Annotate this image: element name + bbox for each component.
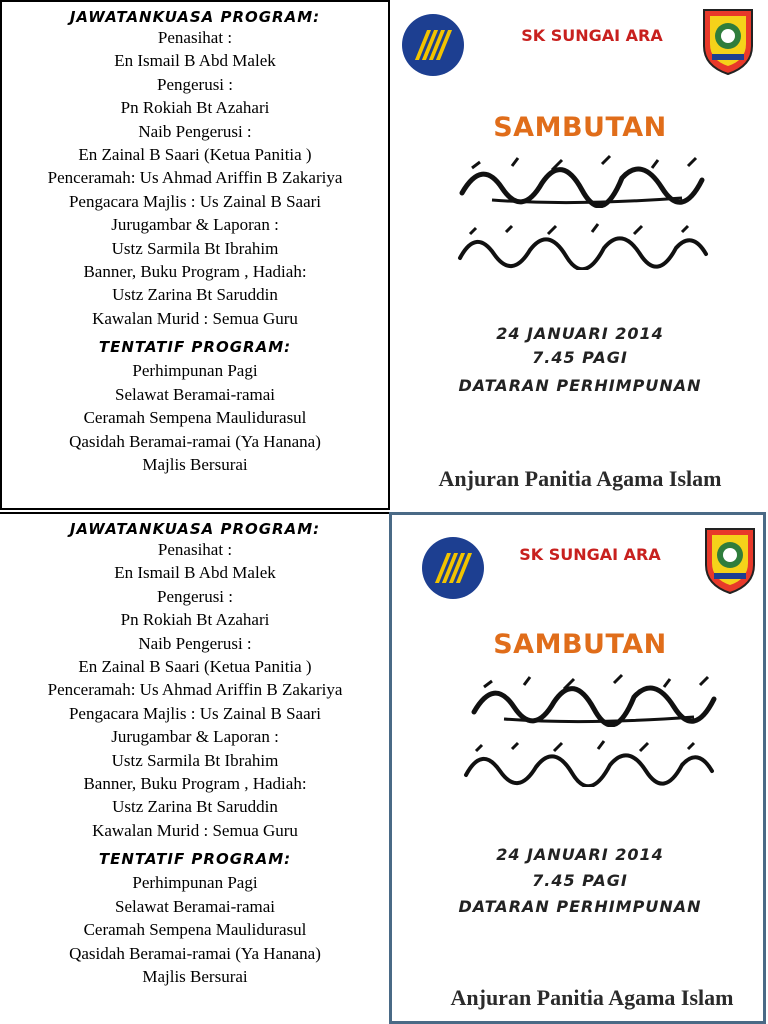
organiser-line: Anjuran Panitia Agama Islam [450, 985, 734, 1010]
committee-line: Banner, Buku Program , Hadiah: [83, 774, 307, 794]
school-name: SK SUNGAI ARA [521, 26, 663, 45]
committee-line: Ustz Zarina Bt Saruddin [112, 797, 278, 817]
committee-line: Penceramah: Us Ahmad Ariffin B Zakariya [47, 168, 343, 188]
tentative-line: Majlis Bersurai [142, 966, 248, 986]
committee-line: Ustz Sarmila Bt Ibrahim [111, 238, 279, 258]
committee-line: Ustz Zarina Bt Saruddin [112, 285, 278, 305]
committee-line: Pengerusi : [156, 74, 234, 94]
arabic-calligraphy-icon [464, 667, 724, 727]
tentative-heading: TENTATIF PROGRAM: [98, 338, 292, 357]
committee-line: Banner, Buku Program , Hadiah: [83, 262, 307, 282]
committee-line: Penasihat : [157, 540, 233, 559]
tentative-line: Majlis Bersurai [142, 454, 248, 474]
tentative-line: Ceramah Sempena Maulidurasul [83, 920, 307, 940]
committee-line: En Zainal B Saari (Ketua Panitia ) [78, 145, 312, 165]
committee-line: Pn Rokiah Bt Azahari [120, 98, 270, 118]
ministry-logo-icon [422, 537, 484, 599]
committee-line: En Zainal B Saari (Ketua Panitia ) [78, 657, 312, 677]
arabic-calligraphy-icon [458, 737, 718, 787]
committee-panel [0, 0, 390, 510]
tentative-heading: TENTATIF PROGRAM: [98, 850, 292, 869]
tentative-line: Ceramah Sempena Maulidurasul [83, 408, 307, 428]
event-time: 7.45 PAGI [532, 871, 628, 890]
poster-title: SAMBUTAN [493, 112, 667, 143]
event-date: 24 JANUARI 2014 [496, 324, 664, 343]
tentative-line: Perhimpunan Pagi [132, 873, 258, 893]
poster-title: SAMBUTAN [493, 629, 667, 660]
school-name: SK SUNGAI ARA [519, 545, 661, 564]
tentative-line: Perhimpunan Pagi [132, 361, 258, 381]
poster-panel [389, 512, 766, 1024]
program-card-top [0, 0, 768, 510]
program-card-bottom [0, 512, 768, 1024]
committee-line: Jurugambar & Laporan : [111, 215, 279, 235]
tentative-line: Selawat Beramai-ramai [114, 384, 275, 404]
event-venue: DATARAN PERHIMPUNAN [458, 376, 702, 395]
committee-heading: JAWATANKUASA PROGRAM: [69, 8, 321, 26]
committee-line: Naib Pengerusi : [138, 633, 252, 653]
committee-line: En Ismail B Abd Malek [114, 563, 276, 583]
committee-line: Kawalan Murid : Semua Guru [92, 308, 298, 328]
committee-line: Pengerusi : [156, 586, 234, 606]
event-venue: DATARAN PERHIMPUNAN [458, 897, 702, 916]
event-time: 7.45 PAGI [532, 348, 628, 367]
event-date: 24 JANUARI 2014 [496, 845, 664, 864]
committee-line: Jurugambar & Laporan : [111, 727, 279, 747]
committee-line: Ustz Sarmila Bt Ibrahim [111, 750, 279, 770]
committee-line: Pn Rokiah Bt Azahari [120, 610, 270, 630]
committee-line: Pengacara Majlis : Us Zainal B Saari [68, 703, 322, 723]
committee-panel [0, 512, 390, 1024]
tentative-line: Selawat Beramai-ramai [114, 896, 275, 916]
committee-line: En Ismail B Abd Malek [114, 51, 276, 71]
arabic-calligraphy-icon [452, 148, 712, 208]
committee-heading: JAWATANKUASA PROGRAM: [69, 520, 321, 538]
committee-line: Naib Pengerusi : [138, 121, 252, 141]
school-crest-icon [698, 6, 758, 76]
committee-line: Pengacara Majlis : Us Zainal B Saari [68, 191, 322, 211]
organiser-line: Anjuran Panitia Agama Islam [438, 466, 722, 491]
tentative-line: Qasidah Beramai-ramai (Ya Hanana) [69, 431, 321, 451]
poster-panel [392, 0, 768, 510]
committee-line: Penasihat : [157, 28, 233, 47]
committee-line: Penceramah: Us Ahmad Ariffin B Zakariya [47, 680, 343, 700]
school-crest-icon [700, 525, 760, 595]
arabic-calligraphy-icon [452, 220, 712, 270]
ministry-logo-icon [402, 14, 464, 76]
tentative-line: Qasidah Beramai-ramai (Ya Hanana) [69, 943, 321, 963]
committee-line: Kawalan Murid : Semua Guru [92, 820, 298, 840]
